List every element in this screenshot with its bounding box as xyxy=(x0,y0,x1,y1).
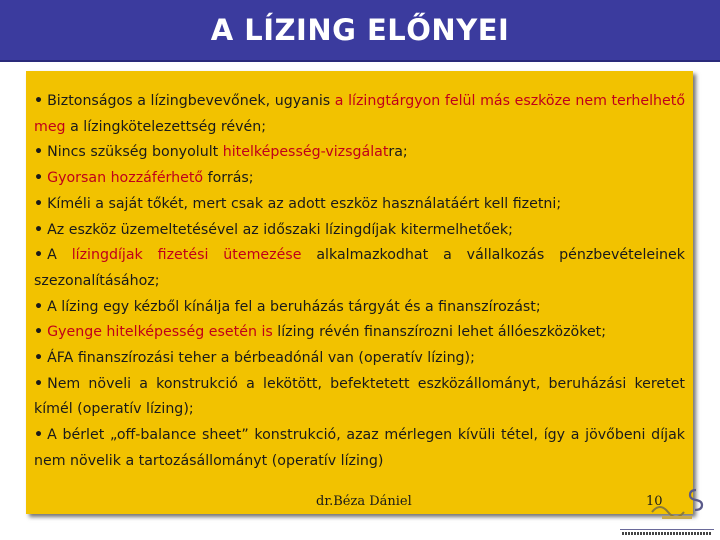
bullet-text: A xyxy=(47,247,72,264)
content-panel xyxy=(26,71,693,514)
bullet-highlight-text: a lízingtárgyon felül más eszköze nem terhelhető meg xyxy=(34,93,685,135)
bullet-highlight-text: Gyorsan hozzáférhető xyxy=(47,170,204,187)
bullet-text: forrás; xyxy=(203,170,254,187)
page-number: 10 xyxy=(646,494,663,509)
bullet-list xyxy=(34,89,685,475)
bullet-text: lízing révén finanszírozni lehet állóeszközöket; xyxy=(272,324,607,341)
bullet-text: A bérlet „off-balance sheet” konstrukció, azaz mérlegen kívüli tétel, így a jövőbeni díjak nem növelik a tartozásállományt (operatív lízing) xyxy=(34,427,685,469)
bullet-text: ra; xyxy=(388,144,408,161)
bullet-dot-icon: • xyxy=(34,324,44,341)
footer-author: dr.Béza Dániel xyxy=(316,494,412,509)
bullet-dot-icon: • xyxy=(34,144,44,161)
bullet-dot-icon: • xyxy=(34,170,44,187)
bullet-text: Az eszköz üzemeltetésével az időszaki lízingdíjak kitermelhetőek; xyxy=(47,221,513,238)
bullet-dot-icon: • xyxy=(34,93,44,109)
bullet-dot-icon: • xyxy=(34,350,44,367)
bullet-item xyxy=(34,372,685,423)
bullet-item xyxy=(34,140,685,166)
slide-title-bar xyxy=(0,0,720,62)
bullet-item xyxy=(34,295,685,321)
bullet-text: ÁFA finanszírozási teher a bérbeadónál van (operatív lízing); xyxy=(47,350,475,367)
bullet-item xyxy=(34,423,685,474)
slide-title: A LÍZING ELŐNYEI xyxy=(210,13,510,47)
bullet-item xyxy=(34,320,685,346)
bullet-dot-icon: • xyxy=(34,427,44,444)
bullet-dot-icon: • xyxy=(34,221,44,238)
bullet-item xyxy=(34,89,685,140)
bullet-highlight-text: hitelképesség-vizsgálat xyxy=(222,144,389,161)
bullet-item xyxy=(34,243,685,294)
bullet-dot-icon: • xyxy=(34,298,44,315)
bullet-text: Biztonságos a lízingbevevőnek, ugyanis xyxy=(47,93,335,109)
bullet-item xyxy=(34,346,685,372)
bullet-item xyxy=(34,192,685,218)
bullet-highlight-text: Gyenge hitelképesség esetén is xyxy=(47,324,273,341)
bullet-text: A lízing egy kézből kínálja fel a beruházás tárgyát és a finanszírozást; xyxy=(47,298,541,315)
bullet-text: alkalmazkodhat a vállalkozás pénzbevételeinek szezonalításához; xyxy=(34,247,685,289)
bullet-text: Nincs szükség bonyolult xyxy=(47,144,223,161)
logo-caption-text xyxy=(622,532,712,535)
bullet-highlight-text: lízingdíjak fizetési ütemezése xyxy=(71,247,302,264)
bullet-item xyxy=(34,166,685,192)
bullet-text: Nem növeli a konstrukció a lekötött, befektetett eszközállományt, beruházási keretet kímél (operatív lízing); xyxy=(34,375,685,418)
bullet-item xyxy=(34,218,685,244)
institution-logo-icon xyxy=(642,482,708,524)
bullet-text: Kíméli a saját tőkét, mert csak az adott eszköz használatáért kell fizetni; xyxy=(47,195,562,212)
bullet-text: a lízingkötelezettség révén; xyxy=(65,118,266,135)
bullet-dot-icon: • xyxy=(34,195,44,212)
bullet-dot-icon: • xyxy=(34,375,44,392)
bullet-dot-icon: • xyxy=(34,247,44,264)
